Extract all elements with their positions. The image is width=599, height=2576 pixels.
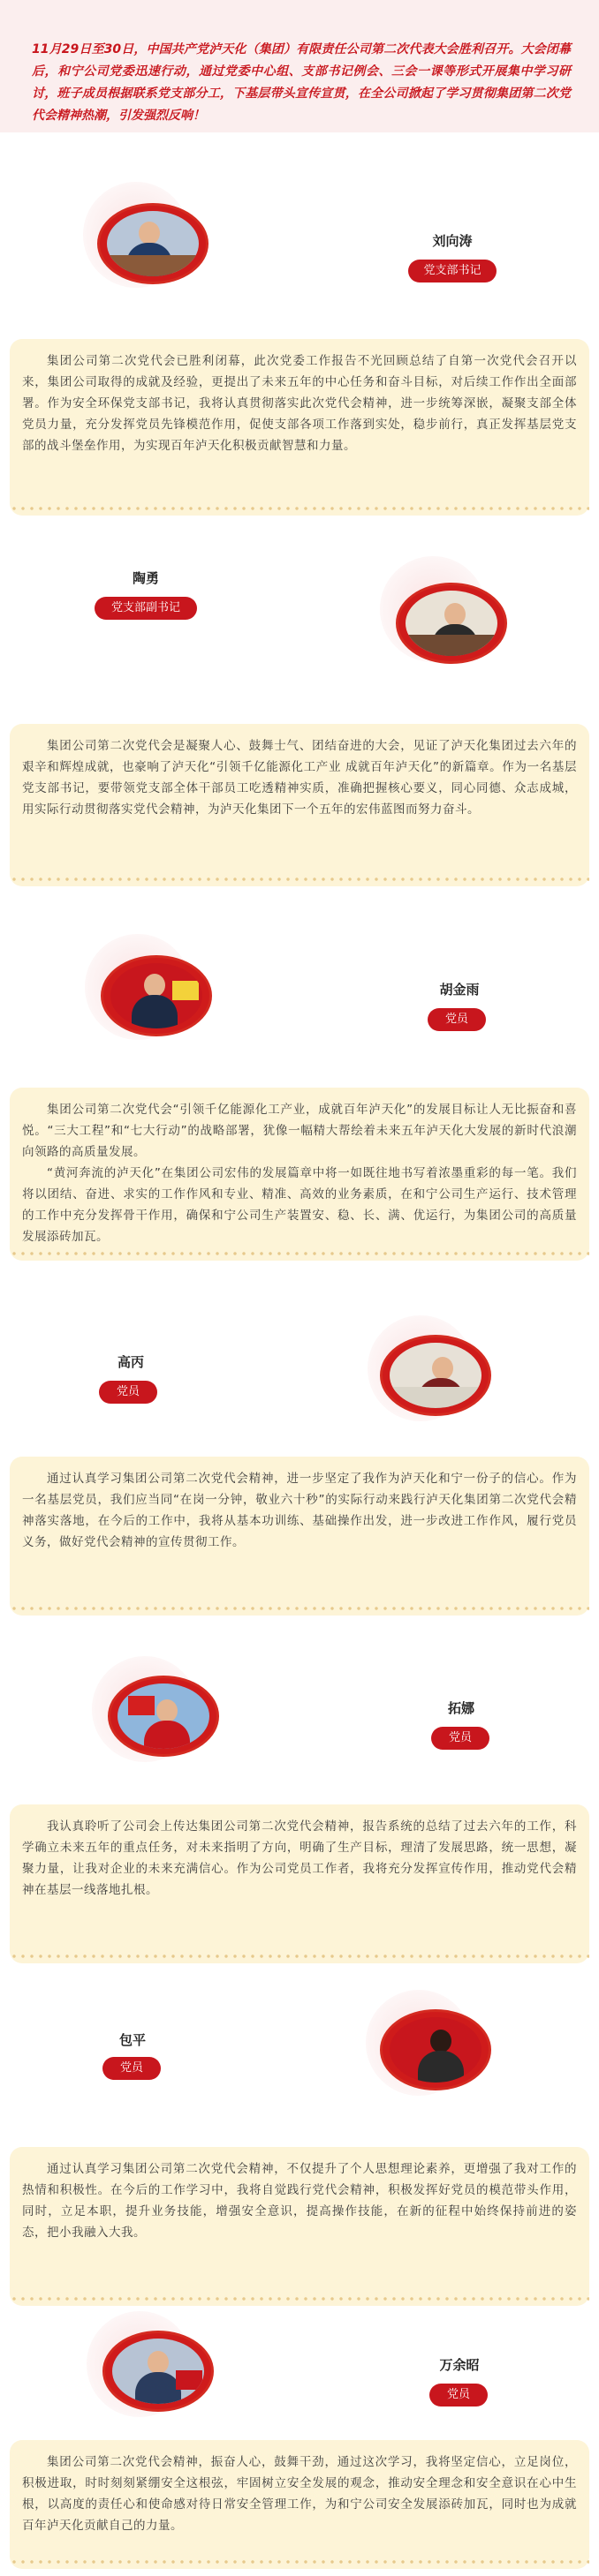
portrait-photo-icon (102, 2331, 214, 2412)
role-badge: 党员 (102, 2057, 161, 2080)
portrait-photo-icon (396, 583, 507, 664)
quote-text (22, 350, 577, 456)
quote-text (22, 1099, 577, 1247)
intro-banner (0, 0, 599, 132)
person-name: 拓娜 (447, 1700, 474, 1716)
quote-paragraph: 通过认真学习集团公司第二次党代会精神，进一步坚定了我作为泸天化和宁一份子的信心。作为一名基层党员，我们应当同“在岗一分钟，敬业六十秒”的实际行动来践行泸天化集团第二次党代会精神落实落地，在今后的工作中，我将从基本功训练、基础操作出发，进一步改进工作作风，履行党员义务，做好党代会精神的宣传贯彻工作。 (22, 1472, 577, 1549)
quote-text (22, 1468, 577, 1553)
person-name: 包平 (118, 2032, 146, 2048)
person-name: 陶勇 (132, 570, 159, 586)
person-name: 刘向涛 (432, 233, 473, 249)
role-badge: 党支部书记 (408, 260, 497, 282)
role-badge: 党员 (99, 1381, 157, 1404)
person-name: 万余昭 (439, 2357, 480, 2373)
quote-text (22, 1816, 577, 1901)
quote-box (10, 1457, 589, 1616)
person-name: 高丙 (117, 1354, 144, 1370)
quote-box (10, 1088, 589, 1261)
quote-text (22, 2452, 577, 2536)
intro-text: 11月29日至30日，中国共产党泸天化（集团）有限责任公司第二次代表大会胜利召开。大会闭幕后，和宁公司党委迅速行动，通过党委中心组、支部书记例会、三会一课等形式开展集中学习研讨，班子成员根据联系党支部分工，下基层带头宣传宣贯，在全公司掀起了学习贯彻集团第二次党代会精神热潮，引发强烈反响！ (32, 42, 571, 123)
quote-box (10, 2440, 589, 2569)
quote-text (22, 2158, 577, 2243)
quote-paragraph: 通过认真学习集团公司第二次党代会精神，不仅提升了个人思想理论素养，更增强了我对工作的热情和积极性。在今后的工作学习中，我将自觉践行党代会精神，积极发挥好党员的模范带头作用，同时，立足本职，提升业务技能，增强安全意识，提高操作技能，在新的征程中始终保持前进的姿态，把小我融入大我。 (22, 2162, 577, 2240)
quote-paragraph: 集团公司第二次党代会是凝聚人心、鼓舞士气、团结奋进的大会，见证了泸天化集团过去六年的艰辛和辉煌成就，也豪响了泸天化“引领千亿能源化工产业 成就百年泸天化”的新篇章。作为一名基层党支部书记，要带领党支部全体干部员工吃透精神实质，准确把握核心要义，同心同德、众志成城，用实际行动贯彻落实党代会精神，为泸天化集团下一个五年的宏伟蓝图而努力奋斗。 (22, 739, 577, 817)
quote-box (10, 1804, 589, 1963)
portrait-photo-icon (101, 955, 212, 1036)
portrait-photo-icon (97, 203, 209, 284)
person-name: 胡金雨 (439, 982, 480, 998)
role-badge: 党员 (431, 1727, 489, 1750)
role-badge: 党支部副书记 (95, 597, 197, 620)
portrait-photo-icon (108, 1676, 219, 1757)
quote-paragraph: “黄河奔流的泸天化”在集团公司宏伟的发展篇章中将一如既往地书写着浓墨重彩的每一笔。我们将以团结、奋进、求实的工作作风和专业、精准、高效的业务素质，在和宁公司生产运行、技术管理的工作中充分发挥骨干作用，确保和宁公司生产装置安、稳、长、满、优运行，为集团公司的高质量发展添砖加瓦。 (22, 1166, 577, 1244)
quote-paragraph: 集团公司第二次党代会已胜利闭幕，此次党委工作报告不光回顾总结了自第一次党代会召开以来，集团公司取得的成就及经验，更提出了未来五年的中心任务和奋斗目标，对后续工作作出全面部署。作为安全环保党支部书记，我将认真贯彻落实此次党代会精神，进一步统筹深嵌，凝聚支部全体党员力量，充分发挥党员先锋模范作用，促使支部各项工作落到实处，稳步前行，真正发挥基层党支部的战斗堡垒作用，为实现百年泸天化积极贡献智慧和力量。 (22, 354, 577, 453)
role-badge: 党员 (429, 2384, 488, 2407)
quote-paragraph: 集团公司第二次党代会精神，振奋人心，鼓舞干劲，通过这次学习，我将坚定信心，立足岗位，积极进取，时时刻刻紧绷安全这根弦，牢固树立安全发展的观念，推动安全理念和安全意识在心中生根，以高度的责任心和使命感对待日常安全管理工作，为和宁公司安全发展添砖加瓦，同时也为成就百年泸天化贡献自己的力量。 (22, 2455, 577, 2533)
quote-paragraph: 集团公司第二次党代会“引领千亿能源化工产业，成就百年泸天化”的发展目标让人无比振奋和喜悦。“三大工程”和“七大行动”的战略部署，犹像一幅精大帮绘着未来五年泸天化大发展的新时代浪潮向领路的高质量发展。 (22, 1103, 577, 1159)
portrait-photo-icon (380, 1335, 491, 1416)
quote-box (10, 339, 589, 516)
quote-text (22, 735, 577, 820)
quote-box (10, 724, 589, 886)
portrait-photo-icon (380, 2009, 491, 2090)
quote-paragraph: 我认真聆听了公司会上传达集团公司第二次党代会精神，报告系统的总结了过去六年的工作，科学确立未来五年的重点任务，对未来指明了方向，明确了生产目标，理清了发展思路，统一思想，凝聚力量，让我对企业的未来充满信心。作为公司党员工作者，我将充分发挥宣传作用，推动党代会精神在基层一线落地扎根。 (22, 1819, 577, 1897)
role-badge: 党员 (428, 1008, 486, 1031)
quote-box (10, 2147, 589, 2306)
